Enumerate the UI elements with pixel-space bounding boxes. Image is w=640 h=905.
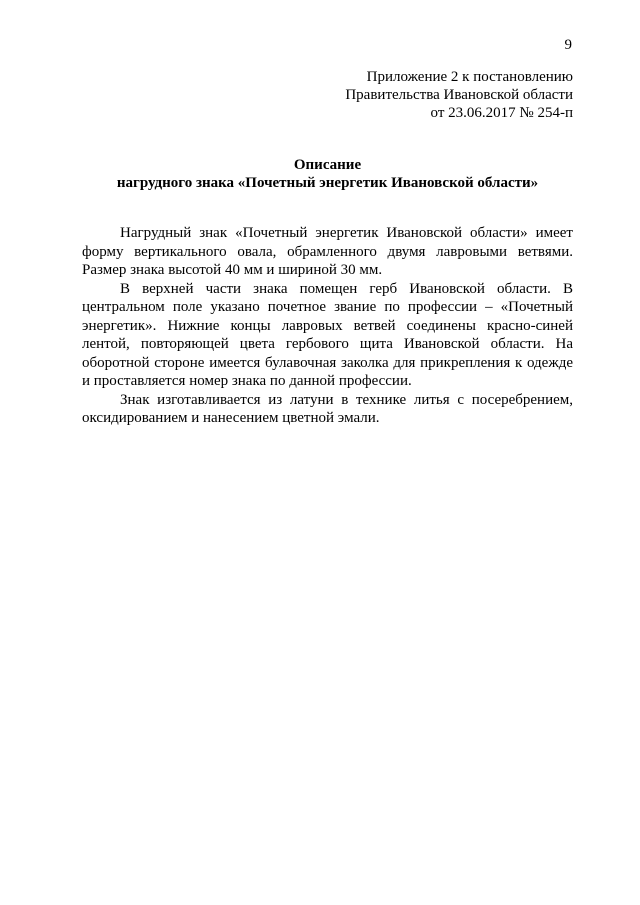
page-number: 9 xyxy=(564,37,572,53)
title-line-2: нагрудного знака «Почетный энергетик Ивановской области» xyxy=(116,175,539,191)
appendix-line-1: Приложение 2 к постановлению xyxy=(366,69,573,85)
paragraph-2: В верхней части знака помещен герб Ивановской области. В центральном поле указано почетное звание по профессии – «Почетный энергетик». Нижние концы лавровых ветвей соединены красно-синей лентой, повторяющей цвета гербового щита Ивановской области. На оборотной стороне имеется булавочная заколка для прикрепления к одежде и проставляется номер знака по данной профессии. xyxy=(82,280,573,389)
document-title xyxy=(82,156,573,192)
paragraph-3: Знак изготавливается из латуни в технике литья с посеребрением, оксидированием и нанесением цветной эмали. xyxy=(82,391,573,426)
appendix-line-3: от 23.06.2017 № 254-п xyxy=(430,105,573,121)
appendix-header xyxy=(300,68,573,122)
paragraph-1: Нагрудный знак «Почетный энергетик Ивановской области» имеет форму вертикального овала, обрамленного двумя лавровыми ветвями. Размер знака высотой 40 мм и шириной 30 мм. xyxy=(82,225,573,278)
title-line-1: Описание xyxy=(293,157,362,173)
document-body xyxy=(82,224,573,428)
appendix-line-2: Правительства Ивановской области xyxy=(345,87,573,103)
